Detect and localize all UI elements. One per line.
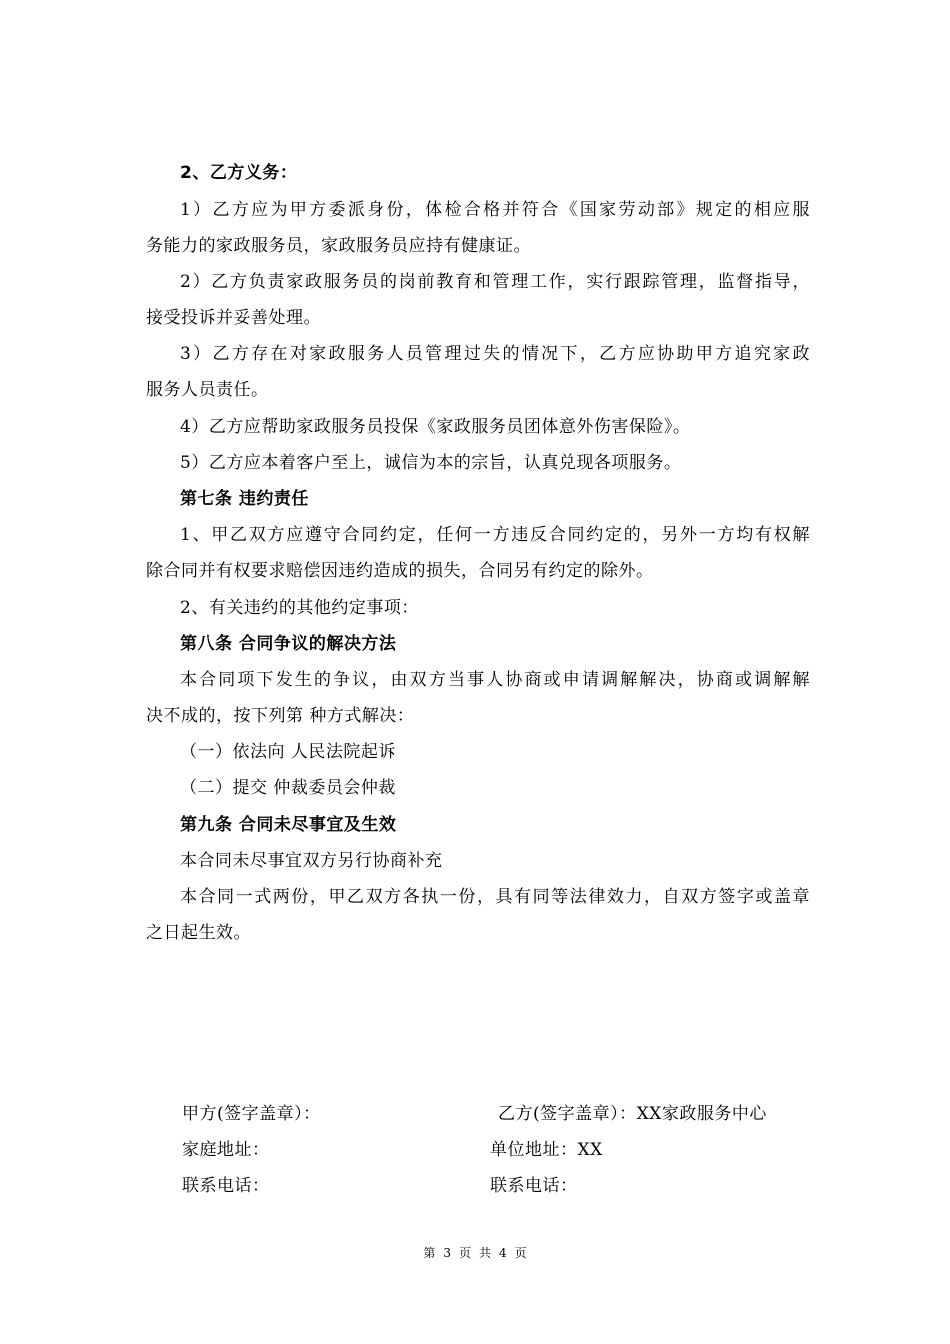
paragraph-line: 本合同一式两份，甲乙双方各执一份，具有同等法律效力，自双方签字或盖章	[180, 887, 810, 907]
section-heading-party-b-obligations: 2、乙方义务：	[180, 163, 298, 183]
footer-page-unit: 页	[458, 1246, 471, 1260]
option-line: （二）提交 仲裁委员会仲裁	[180, 778, 396, 798]
footer-total-word: 共	[479, 1246, 492, 1260]
footer-total-pages: 4	[499, 1246, 507, 1260]
paragraph-line: 4）乙方应帮助家政服务员投保《家政服务员团体意外伤害保险》。	[180, 417, 691, 437]
footer-page-word: 第	[423, 1246, 436, 1260]
footer-page-number: 3	[443, 1246, 451, 1260]
party-b-phone-label: 联系电话：	[490, 1176, 578, 1196]
paragraph-line: 之日起生效。	[146, 923, 251, 943]
paragraph-line: 接受投诉并妥善处理。	[146, 308, 321, 328]
article-7-heading: 第七条 违约责任	[180, 489, 309, 509]
article-9-heading: 第九条 合同未尽事宜及生效	[180, 815, 397, 835]
article-8-heading: 第八条 合同争议的解决方法	[180, 634, 397, 654]
paragraph-line: 2、有关违约的其他约定事项：	[180, 598, 419, 618]
paragraph-line: 3）乙方存在对家政服务人员管理过失的情况下，乙方应协助甲方追究家政	[180, 344, 810, 364]
party-b-address-label: 单位地址：XX	[490, 1140, 603, 1160]
paragraph-line: 服务人员责任。	[146, 380, 269, 400]
paragraph-line: 2）乙方负责家政服务员的岗前教育和管理工作，实行跟踪管理，监督指导，	[180, 272, 810, 292]
paragraph-line: 决不成的，按下列第 种方式解决：	[146, 706, 415, 726]
option-line: （一）依法向 人民法院起诉	[180, 742, 396, 762]
footer-total-unit: 页	[514, 1246, 527, 1260]
paragraph-line: 5）乙方应本着客户至上，诚信为本的宗旨，认真兑现各项服务。	[180, 453, 682, 473]
paragraph-line: 除合同并有权要求赔偿因违约造成的损失，合同另有约定的除外。	[146, 561, 654, 581]
party-a-sign-label: 甲方(签字盖章）：	[182, 1104, 321, 1124]
paragraph-line: 1）乙方应为甲方委派身份，体检合格并符合《国家劳动部》规定的相应服	[180, 200, 810, 220]
party-a-address-label: 家庭地址：	[182, 1140, 270, 1160]
paragraph-line: 务能力的家政服务员，家政服务员应持有健康证。	[146, 236, 531, 256]
party-a-phone-label: 联系电话：	[182, 1176, 270, 1196]
paragraph-line: 1、甲乙双方应遵守合同约定，任何一方违反合同约定的，另外一方均有权解	[180, 525, 810, 545]
paragraph-line: 本合同项下发生的争议，由双方当事人协商或申请调解解决，协商或调解解	[180, 670, 810, 690]
paragraph-line: 本合同未尽事宜双方另行协商补充	[180, 851, 443, 871]
page-footer	[0, 1245, 950, 1261]
party-b-sign-label: 乙方(签字盖章）：XX家政服务中心	[498, 1104, 767, 1124]
